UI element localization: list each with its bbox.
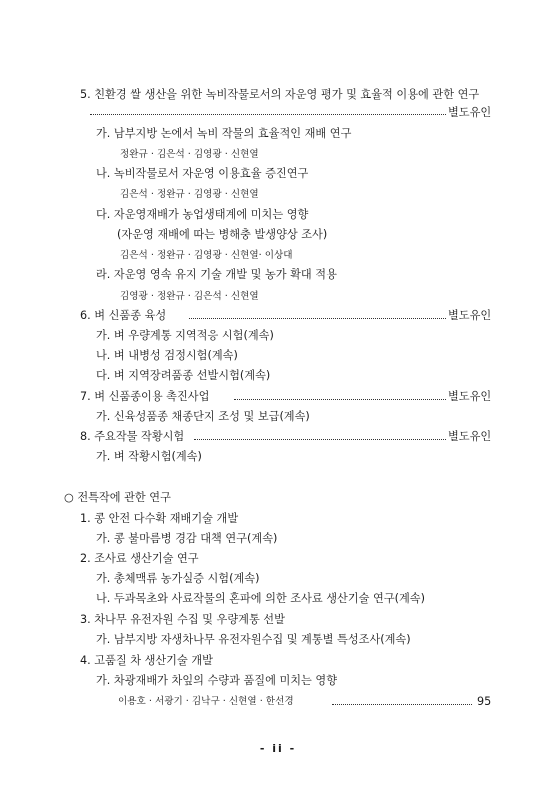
toc-item-f4: 4. 고품질 차 생산기술 개발 — [80, 654, 213, 667]
leader-dots — [90, 113, 446, 115]
toc-item-5b: 나. 녹비작물로서 자운영 이용효율 증진연구 — [96, 167, 309, 180]
page-ref: 95 — [477, 695, 492, 708]
authors-5d: 김영광 · 정완규 · 김은석 · 신현열 — [120, 291, 259, 302]
toc-item-f1a: 가. 콩 불마름병 경감 대책 연구(계속) — [96, 532, 278, 545]
toc-item-8a: 가. 벼 작황시험(계속) — [96, 450, 202, 463]
toc-item-7a: 가. 신육성품종 채종단지 조성 및 보급(계속) — [96, 410, 310, 423]
toc-item-7: 7. 벼 신품종이용 촉진사업 — [80, 390, 210, 403]
toc-item-f4a: 가. 차광재배가 차잎의 수량과 품질에 미치는 영향 — [96, 674, 338, 687]
toc-item-5c: 다. 자운영재배가 농업생태계에 미치는 영향 — [96, 208, 309, 221]
authors-f4a: 이용호 · 서광기 · 김낙구 · 신현열 · 한선경 — [118, 696, 294, 707]
toc-item-f2: 2. 조사료 생산기술 연구 — [80, 552, 199, 565]
page-number: - ii - — [259, 742, 297, 755]
toc-item-5: 5. 친환경 쌀 생산을 위한 녹비작물로서의 자운영 평가 및 효율적 이용에 관한 연구 — [80, 88, 480, 101]
toc-item-f2b: 나. 두과목초와 사료작물의 혼파에 의한 조사료 생산기술 연구(계속) — [96, 592, 425, 605]
toc-item-6b: 나. 벼 내병성 검정시험(계속) — [96, 349, 238, 362]
toc-item-6: 6. 벼 신품종 육성 — [80, 309, 167, 322]
toc-item-6-tail: 별도유인 — [448, 309, 492, 322]
leader-dots — [234, 398, 446, 400]
toc-item-6c: 다. 벼 지역장려품종 선발시험(계속) — [96, 369, 271, 382]
leader-dots — [332, 703, 472, 705]
toc-item-5a: 가. 남부지방 논에서 녹비 작물의 효율적인 재배 연구 — [96, 127, 352, 140]
section-heading: ○ 전특작에 관한 연구 — [64, 491, 171, 504]
toc-item-8-tail: 별도유인 — [448, 430, 492, 443]
toc-item-f1: 1. 콩 안전 다수확 재배기술 개발 — [80, 512, 239, 525]
leader-dots — [189, 317, 446, 319]
toc-item-f3a: 가. 남부지방 자생차나무 유전자원수집 및 계통별 특성조사(계속) — [96, 633, 411, 646]
toc-item-f3: 3. 차나무 유전자원 수집 및 우량계통 선발 — [80, 613, 285, 626]
toc-item-5-tail: 별도유인 — [448, 106, 492, 119]
authors-5a: 정완규 · 김은석 · 김영광 · 신현열 — [120, 149, 259, 160]
toc-item-6a: 가. 벼 우량계통 지역적응 시험(계속) — [96, 329, 274, 342]
authors-5b: 김은석 · 정완규 · 김영광 · 신현열 — [120, 189, 259, 200]
toc-item-8: 8. 주요작물 작황시험 — [80, 430, 185, 443]
toc-item-7-tail: 별도유인 — [448, 390, 492, 403]
toc-item-f2a: 가. 총체맥류 농가실증 시험(계속) — [96, 572, 260, 585]
toc-item-5d: 라. 자운영 영속 유지 기술 개발 및 농가 확대 적용 — [96, 268, 337, 281]
authors-5c: 김은석 · 정완규 · 김영광 · 신현열· 이상대 — [120, 250, 293, 261]
leader-dots — [194, 438, 446, 440]
toc-item-5c-sub: (자운영 재배에 따는 병해충 발생양상 조사) — [117, 228, 328, 241]
